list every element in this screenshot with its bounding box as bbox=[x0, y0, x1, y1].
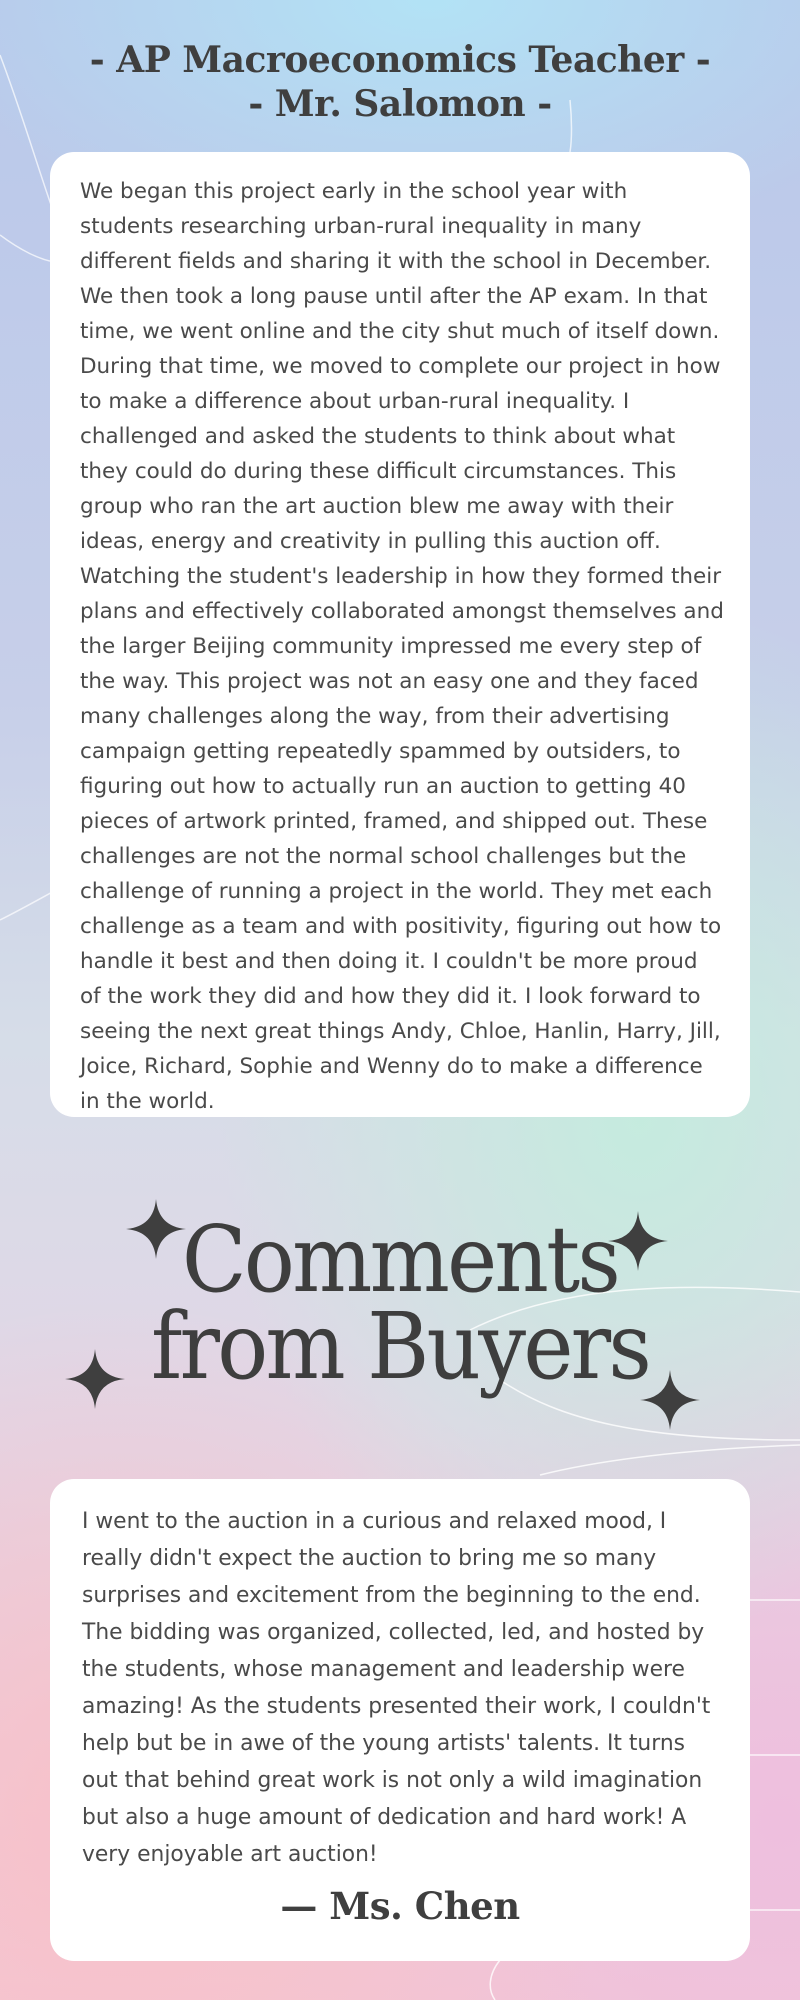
teacher-quote-text: We began this project early in the school year with students researching urban-rural inequality in many different fields and sharing it with the school in December. We then took a long pause until after the AP exam. In that time, we went online and the city shut much of itself down. During that time, we moved to complete our project in how to make a difference about urban-rural inequality. I challenged and asked the students to think about what they could do during these difficult circumstances. This group who ran the art auction blew me away with their ideas, energy and creativity in pulling this auction off. Watching the student's leadership in how they formed their plans and effectively collaborated amongst themselves and the larger Beijing community impressed me every step of the way. This project was not an easy one and they faced many challenges along the way, from their advertising campaign getting repeatedly spammed by outsiders, to figuring out how to actually run an auction to getting 40 pieces of artwork printed, framed, and shipped out. These challenges are not the normal school challenges but the challenge of running a project in the world. They met each challenge as a team and with positivity, figuring out how to handle it best and then doing it. I couldn't be more proud of the work they did and how they did it. I look forward to seeing the next great things Andy, Chloe, Hanlin, Harry, Jill, Joice, Richard, Sophie and Wenny do to make a difference in the world. bbox=[80, 179, 724, 1114]
buyer-quote-text: I went to the auction in a curious and relaxed mood, I really didn't expect the auction to bring me so many surprises and excitement from the beginning to the end. The bidding was organized, collected, led, and hosted by the students, whose management and leadership were amazing! As the students presented their work, I couldn't help but be in awe of the young artists' talents. It turns out that behind great work is not only a wild imagination but also a huge amount of dedication and hard work! A very enjoyable art auction! bbox=[82, 1509, 711, 1867]
teacher-title-line1: - AP Macroeconomics Teacher - bbox=[89, 39, 711, 81]
buyer-signature: — Ms. Chen bbox=[280, 1884, 520, 1928]
teacher-title bbox=[0, 38, 800, 126]
buyers-heading-line2: from Buyers bbox=[150, 1293, 650, 1400]
teacher-title-line2: - Mr. Salomon - bbox=[248, 83, 552, 125]
teacher-quote-card bbox=[50, 152, 750, 1117]
buyers-heading-line1: Comments bbox=[181, 1206, 619, 1313]
